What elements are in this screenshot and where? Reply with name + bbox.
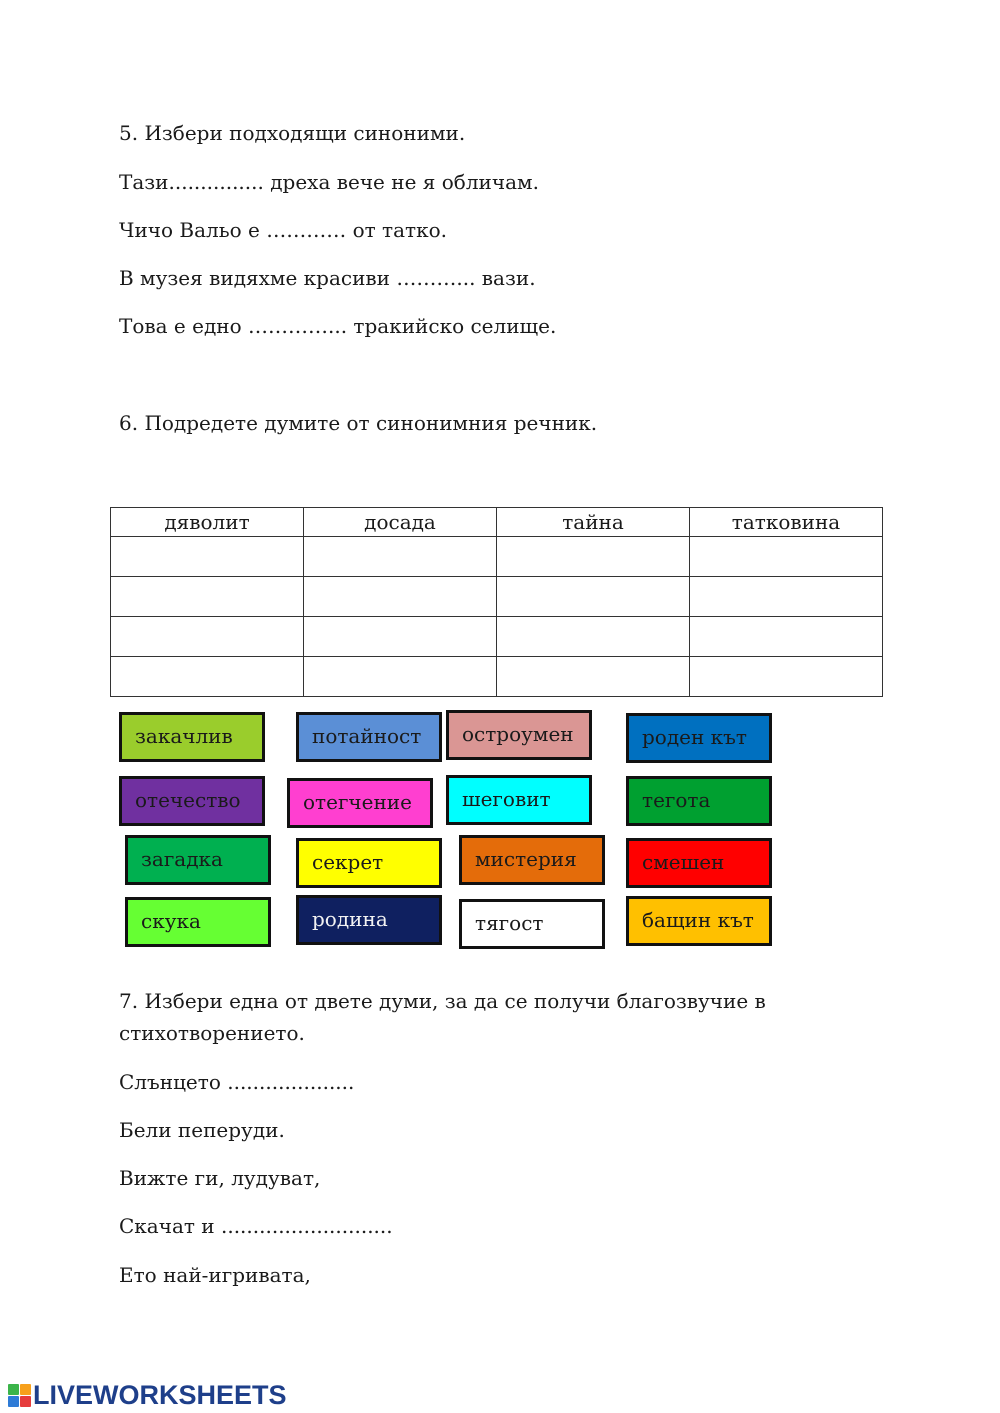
- word-chip-skuka[interactable]: скука: [125, 897, 271, 947]
- table-header-cell: тайна: [497, 508, 690, 537]
- sentence-1: Тази............... дреха вече не я обличам.: [119, 170, 539, 194]
- word-chip-misteriya[interactable]: мистерия: [459, 835, 605, 885]
- drop-cell[interactable]: [304, 657, 497, 697]
- drop-cell[interactable]: [497, 537, 690, 577]
- drop-cell[interactable]: [304, 617, 497, 657]
- liveworksheets-logo[interactable]: [8, 1380, 287, 1411]
- logo-block: [8, 1396, 19, 1407]
- word-chip-tyagost[interactable]: тягост: [459, 899, 605, 949]
- table-header-cell: досада: [304, 508, 497, 537]
- poem-line-5: Ето най-игривата,: [119, 1263, 311, 1287]
- table-row: [111, 657, 883, 697]
- drop-cell[interactable]: [690, 617, 883, 657]
- sentence-3: В музея видяхме красиви ………... вази.: [119, 266, 536, 290]
- drop-cell[interactable]: [690, 657, 883, 697]
- table-row: [111, 537, 883, 577]
- poem-line-2: Бели пеперуди.: [119, 1118, 285, 1142]
- logo-block: [8, 1384, 19, 1395]
- drop-cell[interactable]: [497, 657, 690, 697]
- synonym-table: [110, 507, 883, 697]
- logo-text: LIVEWORKSHEETS: [33, 1380, 287, 1410]
- drop-cell[interactable]: [497, 577, 690, 617]
- section5-title: 5. Избери подходящи синоними.: [119, 121, 466, 145]
- drop-cell[interactable]: [111, 617, 304, 657]
- drop-cell[interactable]: [497, 617, 690, 657]
- word-chip-bashtin-kat[interactable]: бащин кът: [626, 896, 772, 946]
- sentence-2: Чичо Вальо е ………… от татко.: [119, 218, 447, 242]
- word-chip-tegota[interactable]: тегота: [626, 776, 772, 826]
- word-chip-zakachliv[interactable]: закачлив: [119, 712, 265, 762]
- table-header-cell: татковина: [690, 508, 883, 537]
- word-chip-roden-kat[interactable]: роден кът: [626, 713, 772, 763]
- word-chip-otechestvo[interactable]: отечество: [119, 776, 265, 826]
- drop-cell[interactable]: [304, 577, 497, 617]
- table-header-cell: дяволит: [111, 508, 304, 537]
- word-chip-ostroumen[interactable]: остроумен: [446, 710, 592, 760]
- word-chip-shegovit[interactable]: шеговит: [446, 775, 592, 825]
- word-chip-sekret[interactable]: секрет: [296, 838, 442, 888]
- drop-cell[interactable]: [304, 537, 497, 577]
- poem-line-3: Вижте ги, лудуват,: [119, 1166, 321, 1190]
- word-chip-otegchenie[interactable]: отегчение: [287, 778, 433, 828]
- poem-line-1: Слънцето ....................: [119, 1070, 355, 1094]
- logo-blocks-icon: [8, 1384, 31, 1407]
- section7-title-line1: 7. Избери една от двете думи, за да се получи благозвучие в: [119, 989, 766, 1013]
- drop-cell[interactable]: [111, 657, 304, 697]
- drop-cell[interactable]: [690, 537, 883, 577]
- drop-cell[interactable]: [111, 577, 304, 617]
- logo-block: [20, 1384, 31, 1395]
- table-row: [111, 617, 883, 657]
- logo-block: [20, 1396, 31, 1407]
- word-chip-rodina[interactable]: родина: [296, 895, 442, 945]
- word-chip-smeshen[interactable]: смешен: [626, 838, 772, 888]
- drop-cell[interactable]: [690, 577, 883, 617]
- section6-title: 6. Подредете думите от синонимния речник.: [119, 411, 598, 435]
- word-chip-zagadka[interactable]: загадка: [125, 835, 271, 885]
- sentence-4: Това е едно …………... тракийско селище.: [119, 314, 557, 338]
- poem-line-4: Скачат и ...........................: [119, 1214, 393, 1238]
- section7-title-line2: стихотворението.: [119, 1021, 305, 1045]
- word-chip-potaynost[interactable]: потайност: [296, 712, 442, 762]
- drop-cell[interactable]: [111, 537, 304, 577]
- table-row: [111, 577, 883, 617]
